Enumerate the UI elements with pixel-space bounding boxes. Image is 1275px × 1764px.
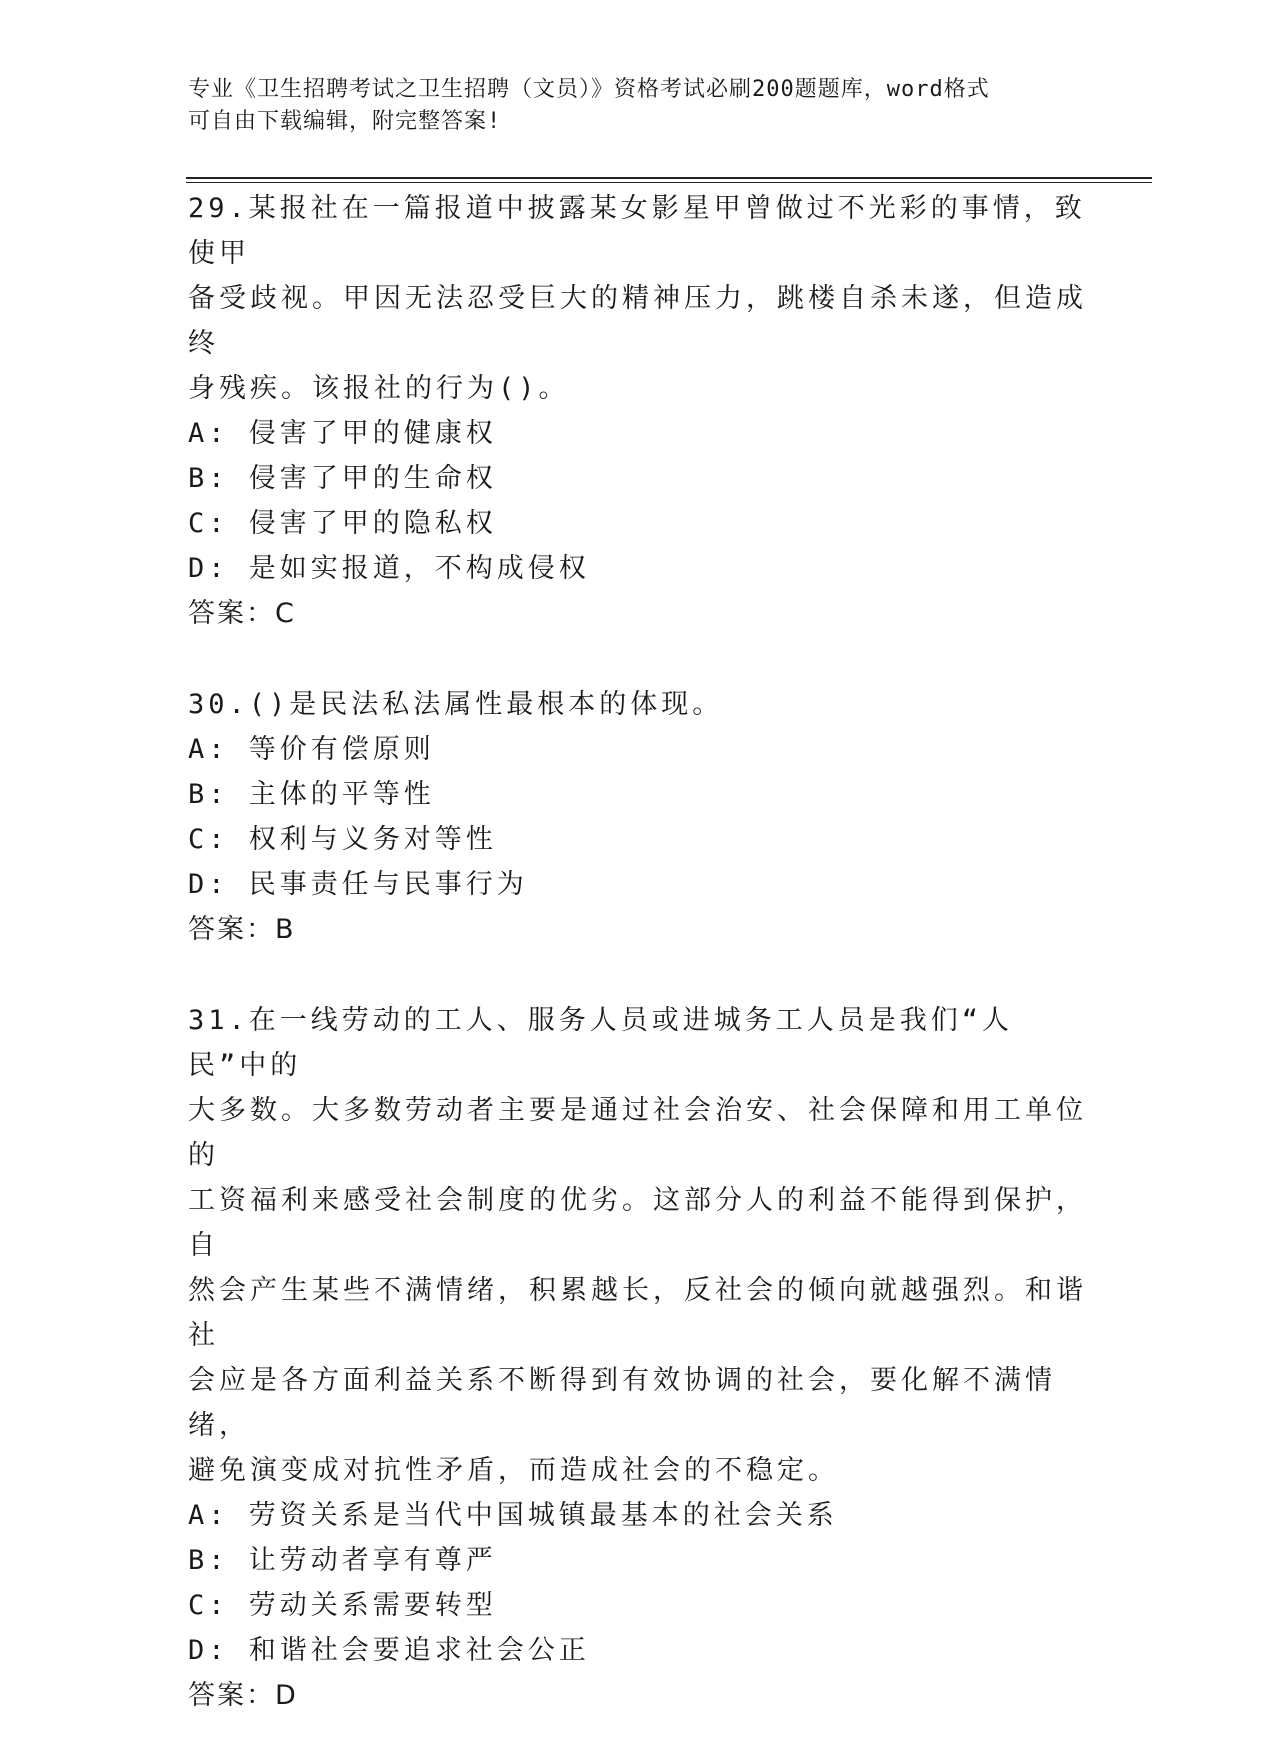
- option-b: B: 让劳动者享有尊严: [188, 1545, 497, 1576]
- question-text-line: 备受歧视。甲因无法忍受巨大的精神压力，跳楼自杀未遂，但造成终: [188, 283, 1087, 359]
- question-text-line: 29.某报社在一篇报道中披露某女影星甲曾做过不光彩的事情，致使甲: [188, 193, 1086, 269]
- question-30: [188, 682, 1088, 952]
- question-text-line: 31.在一线劳动的工人、服务人员或进城务工人员是我们“人民”中的: [188, 1005, 1014, 1081]
- option-b: B: 主体的平等性: [188, 779, 435, 810]
- question-29: [188, 186, 1088, 636]
- option-d: D: 是如实报道，不构成侵权: [188, 553, 590, 584]
- header-line-1: 专业《卫生招聘考试之卫生招聘（文员）》资格考试必刷200题题库，word格式: [188, 77, 990, 102]
- header-line-2: 可自由下载编辑，附完整答案!: [188, 109, 502, 134]
- question-list: [188, 186, 1088, 1764]
- question-text-line: 30.()是民法私法属性最根本的体现。: [188, 689, 724, 720]
- option-c: C: 劳动关系需要转型: [188, 1590, 497, 1621]
- option-a: A: 等价有偿原则: [188, 734, 435, 765]
- question-text-line: 然会产生某些不满情绪，积累越长，反社会的倾向就越强烈。和谐社: [188, 1275, 1087, 1351]
- option-a: A: 侵害了甲的健康权: [188, 418, 497, 449]
- option-a: A: 劳资关系是当代中国城镇最基本的社会关系: [188, 1500, 838, 1531]
- question-text-line: 会应是各方面利益关系不断得到有效协调的社会，要化解不满情绪，: [188, 1365, 1056, 1441]
- option-d: D: 民事责任与民事行为: [188, 869, 528, 900]
- question-text-line: 身残疾。该报社的行为()。: [188, 373, 570, 404]
- option-b: B: 侵害了甲的生命权: [188, 463, 497, 494]
- option-d: D: 和谐社会要追求社会公正: [188, 1635, 590, 1666]
- header-divider: [186, 177, 1152, 183]
- document-header: [188, 74, 1088, 138]
- answer-label: 答案：B: [188, 914, 296, 945]
- answer-label: 答案：D: [188, 1680, 298, 1711]
- answer-label: 答案：C: [188, 598, 296, 629]
- question-31: [188, 998, 1088, 1718]
- question-text-line: 避免演变成对抗性矛盾，而造成社会的不稳定。: [188, 1455, 839, 1486]
- option-c: C: 权利与义务对等性: [188, 824, 497, 855]
- option-c: C: 侵害了甲的隐私权: [188, 508, 497, 539]
- question-text-line: 大多数。大多数劳动者主要是通过社会治安、社会保障和用工单位的: [188, 1095, 1087, 1171]
- question-text-line: 工资福利来感受社会制度的优劣。这部分人的利益不能得到保护，自: [188, 1185, 1087, 1261]
